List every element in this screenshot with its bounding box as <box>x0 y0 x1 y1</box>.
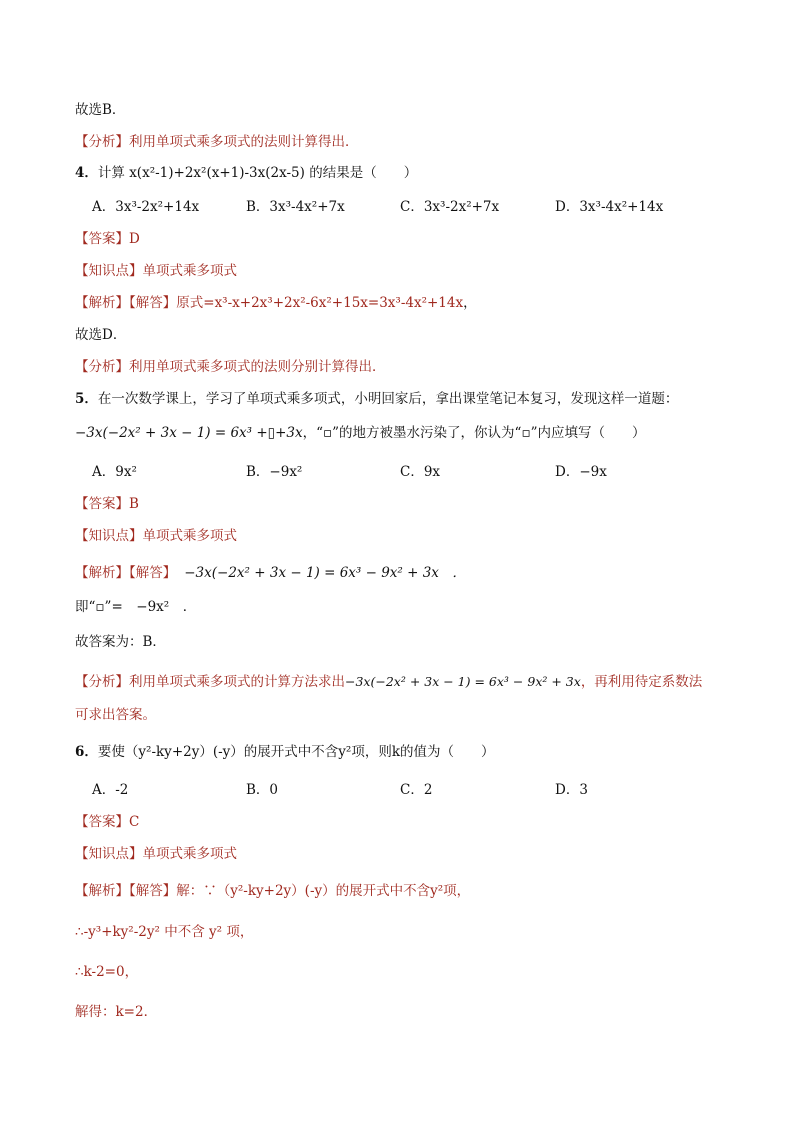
question-text: 要使（y²-ky+2y）(-y）的展开式中不含y²项，则k的值为（ ） <box>97 744 495 760</box>
analysis-expression: −3x(−2x² + 3x − 1) = 6x³ − 9x² + 3x <box>345 674 581 689</box>
knowledge-line <box>75 527 237 545</box>
knowledge-tag: 【知识点】 <box>75 528 143 544</box>
choice-line-q3: 故选B． <box>75 102 126 118</box>
choice-line-q5: 故答案为：B． <box>75 634 166 650</box>
question-number: 6． <box>75 744 98 760</box>
answer-value: B <box>129 496 139 512</box>
solution-tag: 【解析】【解答】 <box>75 295 177 311</box>
option-a: A．3x³-2x²+14x <box>92 199 200 215</box>
analysis-text-post: ，再利用待定系数法 <box>580 674 703 690</box>
question-5 <box>75 390 678 408</box>
option-d: D．3x³-4x²+14x <box>555 199 664 215</box>
choice-line-q4: 故选D． <box>75 327 127 343</box>
option-b: B．3x³-4x²+7x <box>246 199 345 215</box>
answer-value: C <box>129 814 140 830</box>
solution-prefix: 原式= <box>176 295 215 311</box>
knowledge-tag: 【知识点】 <box>75 263 143 279</box>
option-a: A．9x² <box>92 464 137 480</box>
question-text: 在一次数学课上，学习了单项式乘多项式，小明回家后，拿出课堂笔记本复习，发现这样一道题： <box>97 391 679 407</box>
analysis-text: 可求出答案。 <box>75 707 156 723</box>
answer-line <box>75 495 139 513</box>
equation-continuation: ，“▫”的地方被墨水污染了，你认为“▫”内应填写（ ） <box>302 425 646 441</box>
analysis-tag: 【分析】 <box>75 359 129 375</box>
analysis-text: 利用单项式乘多项式的法则计算得出． <box>129 134 359 150</box>
solution-expression: −3x(−2x² + 3x − 1) = 6x³ − 9x² + 3x ． <box>184 565 466 581</box>
answer-line <box>75 230 140 248</box>
solution-step-3: ∴k-2=0， <box>75 964 139 980</box>
answer-tag: 【答案】 <box>75 814 129 830</box>
option-d: D．3 <box>555 782 588 798</box>
knowledge-tag: 【知识点】 <box>75 846 143 862</box>
solution-line <box>75 564 466 582</box>
answer-value: D <box>129 231 140 247</box>
analysis-line-q3 <box>75 133 359 151</box>
answer-tag: 【答案】 <box>75 231 129 247</box>
solution-expression: x³-x+2x³+2x²-6x²+15x=3x³-4x²+14x <box>214 295 464 311</box>
knowledge-line <box>75 262 237 280</box>
solution-step-2: ∴-y³+ky²-2y² 中不含 y² 项， <box>75 924 254 940</box>
option-c: C．2 <box>400 782 433 798</box>
solution-text: 解：∵（y²-ky+2y）(-y）的展开式中不含y²项， <box>176 883 471 899</box>
answer-tag: 【答案】 <box>75 496 129 512</box>
knowledge-text: 单项式乘多项式 <box>142 528 237 544</box>
knowledge-text: 单项式乘多项式 <box>142 263 237 279</box>
solution-step-4: 解得：k=2． <box>75 1004 158 1020</box>
solution-tag: 【解析】【解答】 <box>75 565 177 581</box>
question-number: 5． <box>75 391 98 407</box>
question-6 <box>75 743 495 761</box>
solution-line <box>75 294 477 312</box>
analysis-tag: 【分析】 <box>75 134 129 150</box>
knowledge-text: 单项式乘多项式 <box>142 846 237 862</box>
analysis-line-q5-cont <box>75 706 156 724</box>
option-c: C．3x³-2x²+7x <box>400 199 500 215</box>
answer-line <box>75 813 139 831</box>
option-b: B．0 <box>246 782 279 798</box>
question-number: 4． <box>75 165 98 181</box>
solution-suffix: ， <box>463 295 477 311</box>
option-a: A．-2 <box>92 782 129 798</box>
question-5-equation-line <box>75 424 646 442</box>
analysis-line-q5 <box>75 673 702 691</box>
question-4 <box>75 164 417 182</box>
solution-line <box>75 882 470 900</box>
analysis-text: 利用单项式乘多项式的法则分别计算得出． <box>129 359 386 375</box>
knowledge-line <box>75 845 237 863</box>
analysis-tag: 【分析】 <box>75 674 129 690</box>
option-b: B．−9x² <box>246 464 303 480</box>
question-text: 计算 x(x²-1)+2x²(x+1)-3x(2x-5) 的结果是（ ） <box>97 165 418 181</box>
option-c: C．9x <box>400 464 441 480</box>
equation: −3x(−2x² + 3x − 1) = 6x³ +▯+3x <box>75 425 303 441</box>
blank-fill-line: 即“▫”= −9x² ． <box>75 599 197 615</box>
solution-tag: 【解析】【解答】 <box>75 883 177 899</box>
analysis-text: 利用单项式乘多项式的计算方法求出 <box>129 674 345 690</box>
analysis-line-q4 <box>75 358 386 376</box>
option-d: D．−9x <box>555 464 607 480</box>
